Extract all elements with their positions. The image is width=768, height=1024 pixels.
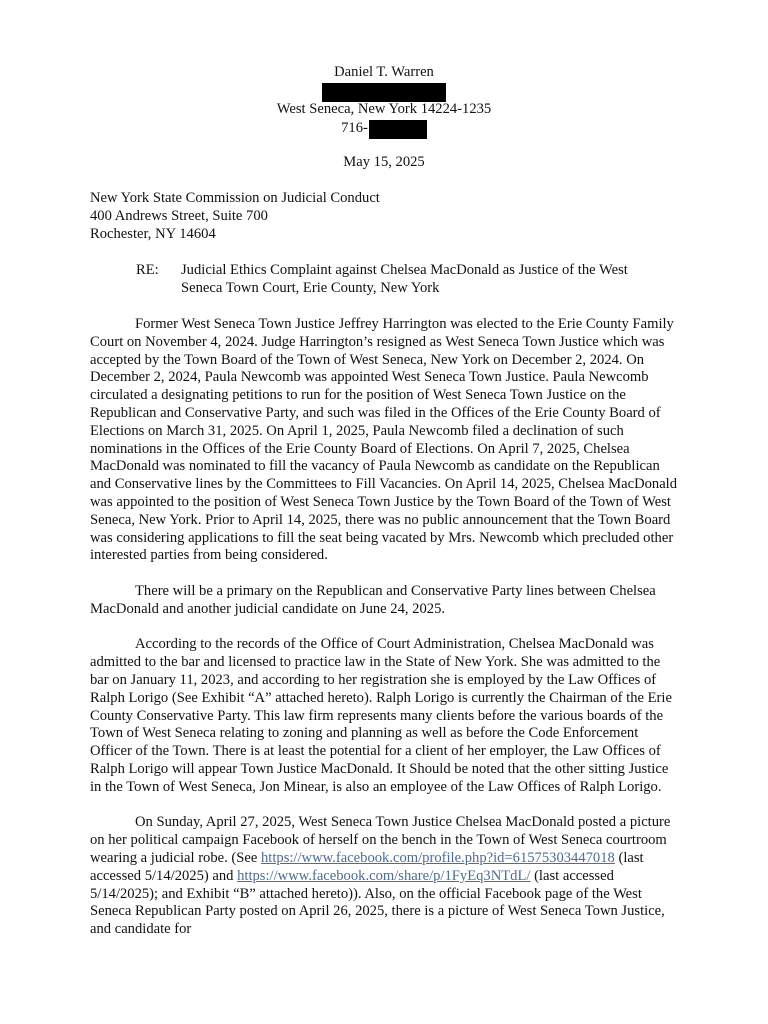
- re-label: RE:: [136, 262, 159, 278]
- paragraph-4-text-c: (last accessed 5/14/2025); and Exhibit “B” attached hereto)). Also, on the official Facebook page of the West Seneca Republican Party posted on April 26, 2025, there is a picture of West Seneca Town Justice, and candidate for: [90, 867, 665, 938]
- facebook-share-link[interactable]: https://www.facebook.com/share/p/1FyEq3NTdL/: [237, 867, 531, 884]
- sender-phone: [0, 120, 768, 139]
- paragraph-3: According to the records of the Office of Court Administration, Chelsea MacDonald was admitted to the bar and licensed to practice law in the State of New York. She was admitted to the bar on January 11, 2023, and according to her registration she is employed by the Law Offices of Ralph Lorigo (See Exhibit “A” attached hereto). Ralph Lorigo is currently the Chairman of the Erie County Conservative Party. This law firm represents many clients before the various boards of the Town of West Seneca relating to zoning and planning as well as before the Code Enforcement Officer of the Town. There is at least the potential for a client of her employer, the Law Offices of Ralph Lorigo will appear Town Justice MacDonald. It Should be noted that the other sitting Justice in the Town of West Seneca, Jon Minear, is also an employee of the Law Offices of Ralph Lorigo.: [90, 636, 672, 795]
- paragraph-4-text-b: (last accessed 5/14/2025) and: [90, 849, 644, 884]
- re-subject-line-2: Seneca Town Court, Erie County, New York: [181, 279, 440, 296]
- sender-city: West Seneca, New York 14224-1235: [276, 101, 492, 117]
- re-line: [136, 262, 676, 298]
- redaction-bar: [369, 120, 427, 139]
- paragraph-2: There will be a primary on the Republican and Conservative Party lines between Chelsea MacDonald and another judicial candidate on June 24, 2025.: [90, 582, 656, 617]
- recipient-line-3: Rochester, NY 14604: [90, 225, 216, 242]
- phone-prefix: 716-: [341, 119, 368, 136]
- re-subject-line-1: Judicial Ethics Complaint against Chelsea MacDonald as Justice of the West: [181, 262, 628, 278]
- paragraph-4: [90, 814, 678, 939]
- letter-date: May 15, 2025: [343, 154, 425, 170]
- recipient-line-2: 400 Andrews Street, Suite 700: [90, 207, 268, 224]
- paragraph-1: Former West Seneca Town Justice Jeffrey Harrington was elected to the Erie County Family Court on November 4, 2024. Judge Harrington’s resigned as West Seneca Town Justice which was accepted by the Town Board of the Town of West Seneca, New York on December 2, 2024. On December 2, 2024, Paula Newcomb was appointed West Seneca Town Justice. Paula Newcomb circulated a designating petitions to run for the position of West Seneca Town Justice on the Republican and Conservative Party, and such was filed in the Offices of the Erie County Board of Elections on March 31, 2025. On April 1, 2025, Paula Newcomb filed a declination of such nominations in the Offices of the Erie County Board of Elections. On April 7, 2025, Chelsea MacDonald was nominated to fill the vacancy of Paula Newcomb as candidate on the Republican and Conservative lines by the Committees to Fill Vacancies. On April 14, 2025, Chelsea MacDonald was appointed to the position of West Seneca Town Justice by the Town Board of the Town of West Seneca, New York. Prior to April 14, 2025, there was no public announcement that the Town Board was considering applications to fill the seat being vacated by Mrs. Newcomb which precluded other interested parties from being considered.: [90, 316, 678, 564]
- letterhead: [0, 64, 768, 138]
- sender-address-redacted: [0, 83, 768, 102]
- redaction-bar: [322, 83, 446, 102]
- facebook-profile-link[interactable]: https://www.facebook.com/profile.php?id=61575303447018: [261, 849, 615, 866]
- letter-body: [90, 316, 678, 957]
- re-subject: [181, 262, 676, 298]
- paragraph-4-text-a: On Sunday, April 27, 2025, West Seneca Town Justice Chelsea MacDonald posted a picture on her political campaign Facebook of herself on the bench in the Town of West Seneca courtroom wearing a judicial robe. (See: [90, 814, 671, 866]
- recipient-line-1: New York State Commission on Judicial Conduct: [90, 190, 380, 206]
- recipient-address: [90, 190, 380, 243]
- sender-name: Daniel T. Warren: [334, 64, 434, 80]
